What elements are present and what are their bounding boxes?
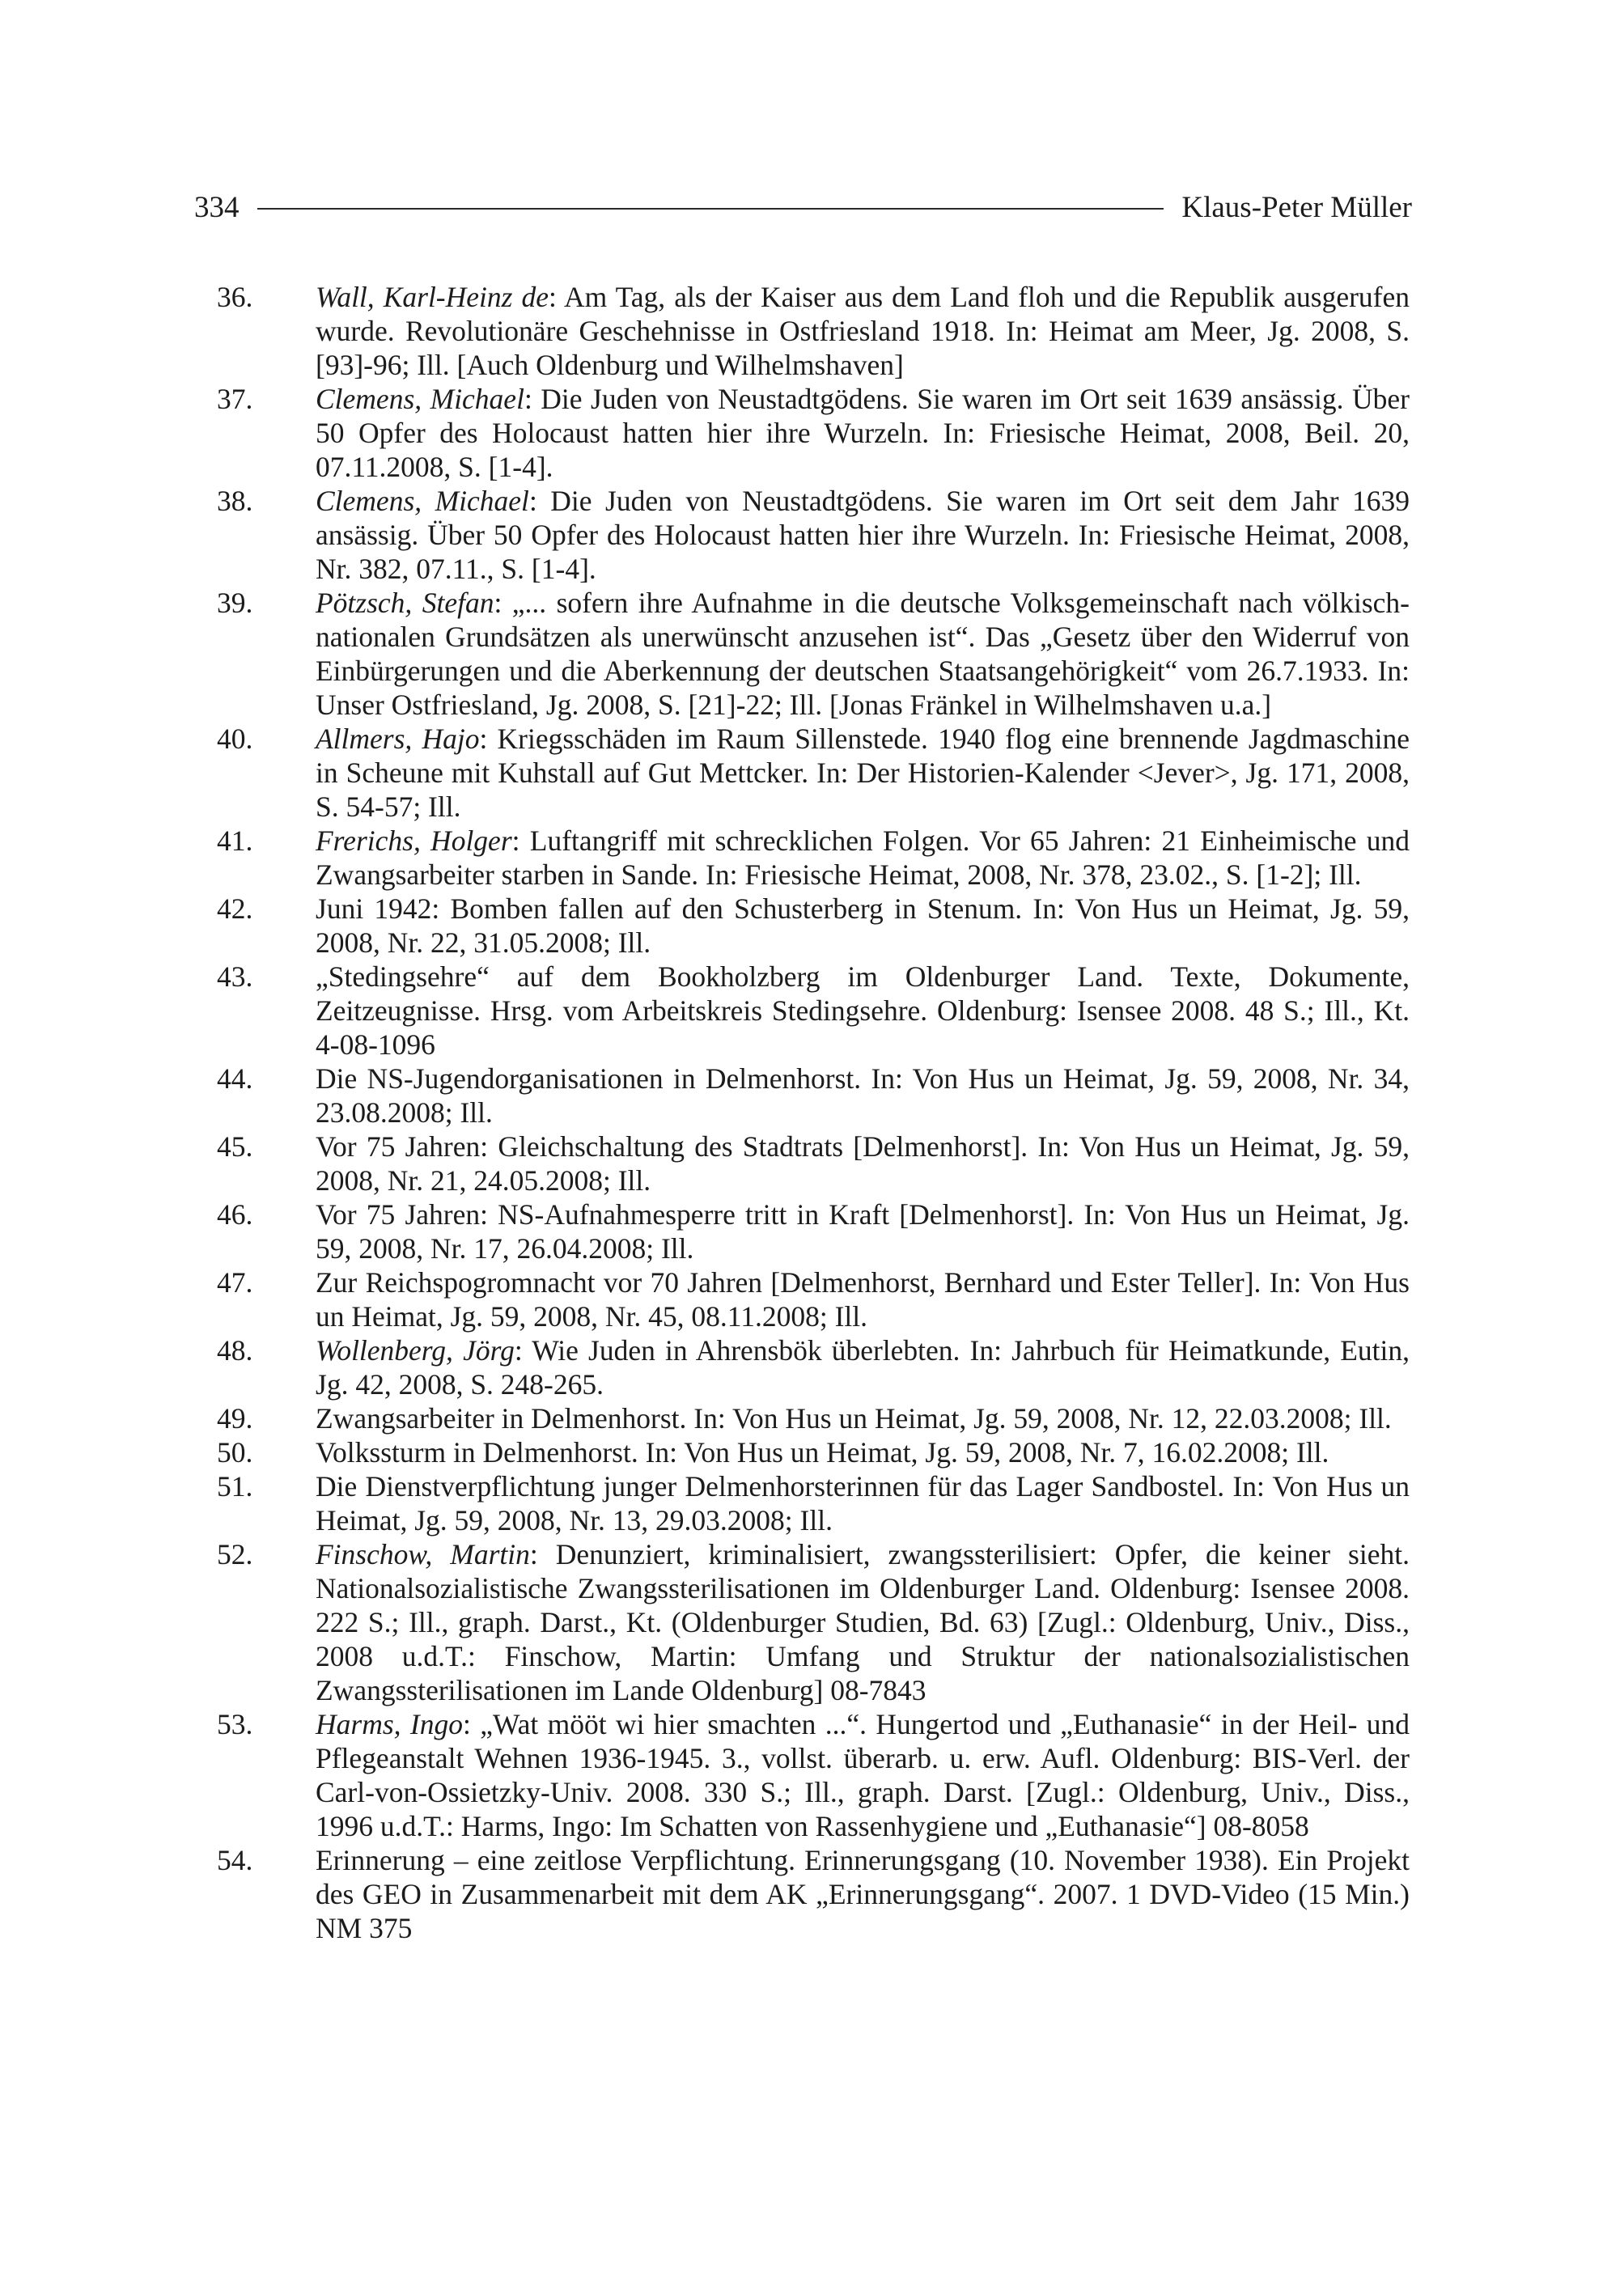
entry-text: „Wat mööt wi hier smachten ...“. Hungertod und „Euthanasie“ in der Heil- und Pflegeanstalt Wehnen 1936-1945. 3., vollst. überarb. u. erw. Aufl. Oldenburg: BIS-Verl. der Carl-von-Ossietzky-Univ. 2008. 330 S.; Ill., graph. Darst. [Zugl.: Oldenburg, Univ., Diss., 1996 u.d.T.: Harms, Ingo: Im Schatten von Rassenhygiene und „Euthanasie“] 08-8058 (316, 1708, 1410, 1842)
bibliography-entry (217, 1707, 1410, 1843)
entry-number: 44. (217, 1062, 253, 1095)
entry-text: Denunziert, kriminalisiert, zwangssterilisiert: Opfer, die keiner sieht. Nationalsozialistische Zwangssterilisationen im Oldenburger Land. Oldenburg: Isensee 2008. 222 S.; Ill., graph. Darst., Kt. (Oldenburger Studien, Bd. 63) [Zugl.: Oldenburg, Univ., Diss., 2008 u.d.T.: Finschow, Martin: Umfang und Struktur der nationalsozialistischen Zwangssterilisationen im Lande Oldenburg] 08-7843 (316, 1538, 1410, 1706)
entry-number: 38. (217, 485, 253, 517)
entry-number: 43. (217, 960, 253, 993)
bibliography-entry (217, 1537, 1410, 1707)
page-number: 334 (194, 190, 240, 224)
bibliography-entry (217, 1130, 1410, 1197)
entry-number: 40. (217, 723, 253, 755)
entry-author: Harms, Ingo : (316, 1708, 480, 1740)
entry-text: Kriegsschäden im Raum Sillenstede. 1940 flog eine brennende Jagdmaschine in Scheune mit Kuhstall auf Gut Mettcker. In: Der Historien-Kalender <Jever>, Jg. 171, 2008, S. 54-57; Ill. (316, 723, 1410, 823)
bibliography-entry (217, 382, 1410, 484)
bibliography-entry (217, 280, 1410, 382)
bibliography-entry (217, 1062, 1410, 1130)
bibliography-entry (217, 722, 1410, 824)
entry-text: Erinnerung – eine zeitlose Verpflichtung. Erinnerungsgang (10. November 1938). Ein Projekt des GEO in Zusammenarbeit mit dem AK „Erinnerungsgang“. 2007. 1 DVD-Video (15 Min.) NM 375 (316, 1844, 1410, 1944)
entry-text: Die NS-Jugendorganisationen in Delmenhorst. In: Von Hus un Heimat, Jg. 59, 2008, Nr. 34, 23.08.2008; Ill. (316, 1062, 1410, 1129)
bibliography-entry (217, 484, 1410, 586)
entry-number: 49. (217, 1402, 253, 1435)
entry-author: Allmers, Hajo : (316, 723, 498, 755)
bibliography-entry (217, 1435, 1410, 1469)
entry-text: Die Dienstverpflichtung junger Delmenhorsterinnen für das Lager Sandbostel. In: Von Hus un Heimat, Jg. 59, 2008, Nr. 13, 29.03.2008; Ill. (316, 1470, 1410, 1536)
entry-author: Pötzsch, Stefan : (316, 587, 512, 619)
header-rule (257, 208, 1164, 210)
entry-author: Wall, Karl-Heinz de : (316, 281, 564, 313)
entry-number: 47. (217, 1266, 253, 1299)
bibliography-entry (217, 960, 1410, 1062)
entry-number: 50. (217, 1436, 253, 1469)
entry-author: Clemens, Michael : (316, 485, 550, 517)
entry-number: 36. (217, 281, 253, 313)
entry-author: Frerichs, Holger : (316, 824, 530, 857)
bibliography-entry (217, 1401, 1410, 1435)
entry-text: Zur Reichspogromnacht vor 70 Jahren [Delmenhorst, Bernhard und Ester Teller]. In: Von Hus un Heimat, Jg. 59, 2008, Nr. 45, 08.11.2008; Ill. (316, 1266, 1410, 1333)
entry-number: 53. (217, 1708, 253, 1740)
entry-text: Am Tag, als der Kaiser aus dem Land floh und die Republik ausgerufen wurde. Revolutionäre Geschehnisse in Ostfriesland 1918. In: Heimat am Meer, Jg. 2008, S. [93]-96; Ill. [Auch Oldenburg und Wilhelmshaven] (316, 281, 1410, 381)
bibliography-entry (217, 1469, 1410, 1537)
entry-text: Die Juden von Neustadtgödens. Sie waren im Ort seit dem Jahr 1639 ansässig. Über 50 Opfer des Holocaust hatten hier ihre Wurzeln. In: Friesische Heimat, 2008, Nr. 382, 07.11., S. [1-4]. (316, 485, 1410, 585)
running-author: Klaus-Peter Müller (1181, 190, 1412, 224)
entry-number: 45. (217, 1130, 253, 1163)
bibliography-entry (217, 1333, 1410, 1401)
entry-text: „Stedingsehre“ auf dem Bookholzberg im Oldenburger Land. Texte, Dokumente, Zeitzeugnisse. Hrsg. vom Arbeitskreis Stedingsehre. Oldenburg: Isensee 2008. 48 S.; Ill., Kt. 4-08-1096 (316, 960, 1410, 1061)
entry-number: 46. (217, 1198, 253, 1231)
entry-number: 42. (217, 892, 253, 925)
entry-number: 48. (217, 1334, 253, 1367)
bibliography-entry (217, 1265, 1410, 1333)
entry-number: 52. (217, 1538, 253, 1570)
entry-author: Clemens, Michael : (316, 383, 541, 415)
entry-text: Vor 75 Jahren: NS-Aufnahmesperre tritt in Kraft [Delmenhorst]. In: Von Hus un Heimat, Jg. 59, 2008, Nr. 17, 26.04.2008; Ill. (316, 1198, 1410, 1265)
entry-text: Vor 75 Jahren: Gleichschaltung des Stadtrats [Delmenhorst]. In: Von Hus un Heimat, Jg. 59, 2008, Nr. 21, 24.05.2008; Ill. (316, 1130, 1410, 1197)
entry-text: Die Juden von Neustadtgödens. Sie waren im Ort seit 1639 ansässig. Über 50 Opfer des Holocaust hatten hier ihre Wurzeln. In: Friesische Heimat, 2008, Beil. 20, 07.11.2008, S. [1-4]. (316, 383, 1410, 483)
bibliography-entry (217, 824, 1410, 892)
running-header (194, 183, 1412, 231)
entry-number: 41. (217, 824, 253, 857)
bibliography-entry (217, 892, 1410, 960)
entry-number: 51. (217, 1470, 253, 1503)
bibliography-list (217, 280, 1410, 1945)
entry-text: Zwangsarbeiter in Delmenhorst. In: Von Hus un Heimat, Jg. 59, 2008, Nr. 12, 22.03.2008; Ill. (316, 1402, 1392, 1435)
entry-number: 39. (217, 587, 253, 619)
entry-text: „... sofern ihre Aufnahme in die deutsche Volksgemeinschaft nach völkisch-nationalen Grundsätzen als unerwünscht anzusehen ist“. Das „Gesetz über den Widerruf von Einbürgerungen und die Aberkennung der deutschen Staatsangehörigkeit“ vom 26.7.1933. In: Unser Ostfriesland, Jg. 2008, S. [21]-22; Ill. [Jonas Fränkel in Wilhelmshaven u.a.] (316, 587, 1410, 721)
bibliography-entry (217, 586, 1410, 722)
bibliography-entry (217, 1843, 1410, 1945)
bibliography-entry (217, 1197, 1410, 1265)
entry-text: Juni 1942: Bomben fallen auf den Schusterberg in Stenum. In: Von Hus un Heimat, Jg. 59, 2008, Nr. 22, 31.05.2008; Ill. (316, 892, 1410, 959)
entry-author: Wollenberg, Jörg : (316, 1334, 532, 1367)
entry-text: Luftangriff mit schrecklichen Folgen. Vor 65 Jahren: 21 Einheimische und Zwangsarbeiter starben in Sande. In: Friesische Heimat, 2008, Nr. 378, 23.02., S. [1-2]; Ill. (316, 824, 1410, 891)
entry-author: Finschow, Martin : (316, 1538, 556, 1570)
entry-text: Volkssturm in Delmenhorst. In: Von Hus un Heimat, Jg. 59, 2008, Nr. 7, 16.02.2008; Ill. (316, 1436, 1329, 1469)
entry-text: Wie Juden in Ahrensbök überlebten. In: Jahrbuch für Heimatkunde, Eutin, Jg. 42, 2008, S. 248-265. (316, 1334, 1410, 1401)
entry-number: 54. (217, 1844, 253, 1876)
entry-number: 37. (217, 383, 253, 415)
